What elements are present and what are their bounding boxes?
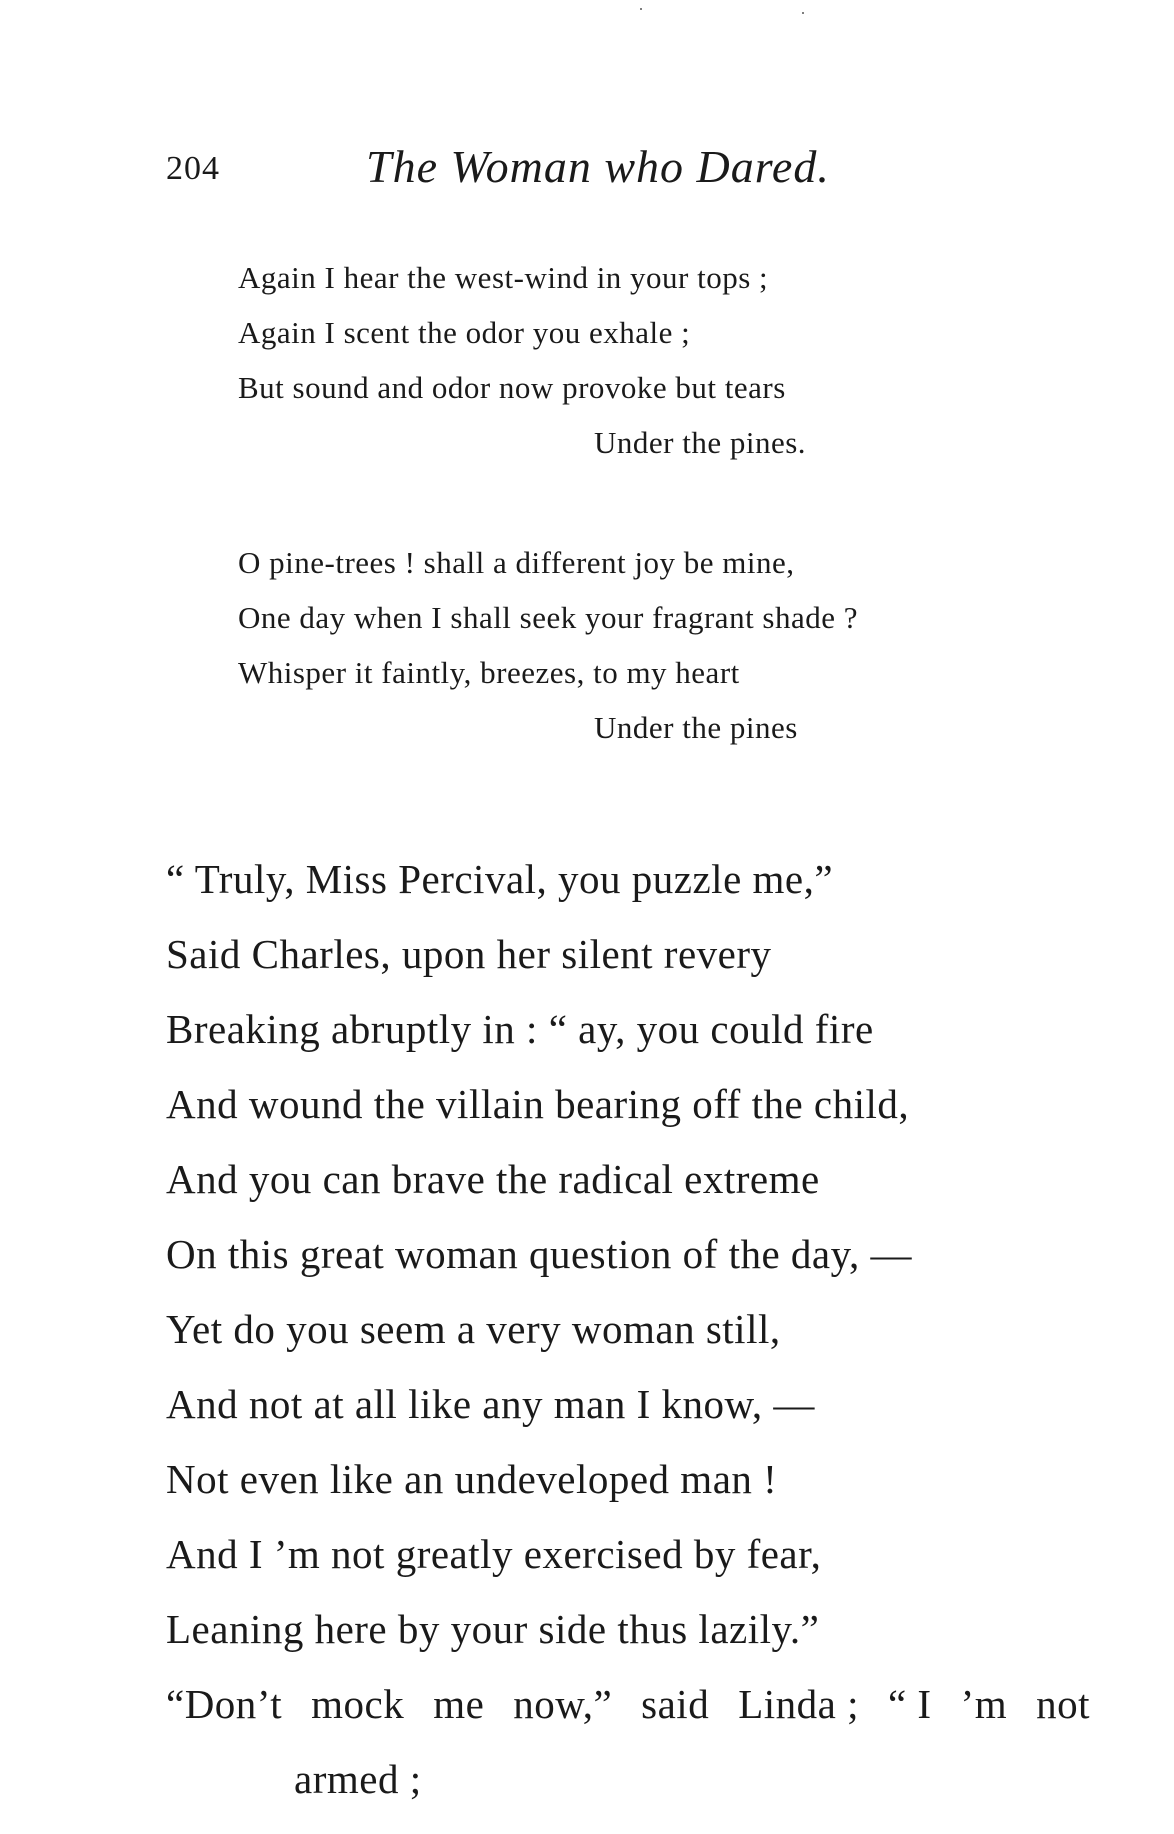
narrative-verse (166, 842, 1090, 1817)
verse-line-justified (166, 1667, 1090, 1742)
stanza-line: One day when I shall seek your fragrant shade ? (238, 600, 859, 635)
verse-word: me (433, 1681, 485, 1727)
verse-line: On this great woman question of the day, — (166, 1231, 912, 1277)
stanza-line: O pine-trees ! shall a different joy be mine, (238, 545, 795, 580)
page-header (166, 140, 926, 200)
verse-continuation: armed ; (294, 1756, 422, 1802)
verse-word: Linda ; (738, 1681, 859, 1727)
verse-line: And not at all like any man I know, — (166, 1381, 815, 1427)
scan-speck (640, 8, 642, 10)
verse-word: now,” (513, 1681, 613, 1727)
verse-line: Not even like an undeveloped man ! (166, 1456, 778, 1502)
scan-speck (802, 12, 804, 14)
verse-line: Breaking abruptly in : “ ay, you could fire (166, 1006, 874, 1052)
poem-stanza (238, 535, 858, 755)
verse-word: “Don’t (166, 1681, 283, 1727)
verse-line: And wound the villain bearing off the child, (166, 1081, 910, 1127)
verse-line: And I ’m not greatly exercised by fear, (166, 1531, 822, 1577)
running-title: The Woman who Dared. (366, 141, 830, 192)
stanza-refrain: Under the pines. (594, 425, 807, 460)
stanza-refrain: Under the pines (594, 710, 798, 745)
stanza-line: But sound and odor now provoke but tears (238, 370, 786, 405)
page-number: 204 (166, 150, 220, 187)
verse-word: ’m (960, 1681, 1008, 1727)
verse-line: Yet do you seem a very woman still, (166, 1306, 781, 1352)
stanza-line: Whisper it faintly, breezes, to my heart (238, 655, 740, 690)
verse-word: mock (311, 1681, 405, 1727)
poem-stanza (238, 250, 806, 470)
verse-word: said (641, 1681, 710, 1727)
stanza-line: Again I hear the west-wind in your tops ; (238, 260, 769, 295)
stanza-line: Again I scent the odor you exhale ; (238, 315, 691, 350)
verse-line: Leaning here by your side thus lazily.” (166, 1606, 820, 1652)
verse-word: not (1036, 1681, 1090, 1727)
verse-line: And you can brave the radical extreme (166, 1156, 820, 1202)
verse-line: “ Truly, Miss Percival, you puzzle me,” (166, 856, 834, 902)
verse-line: Said Charles, upon her silent revery (166, 931, 772, 977)
verse-word: “ I (887, 1681, 932, 1727)
